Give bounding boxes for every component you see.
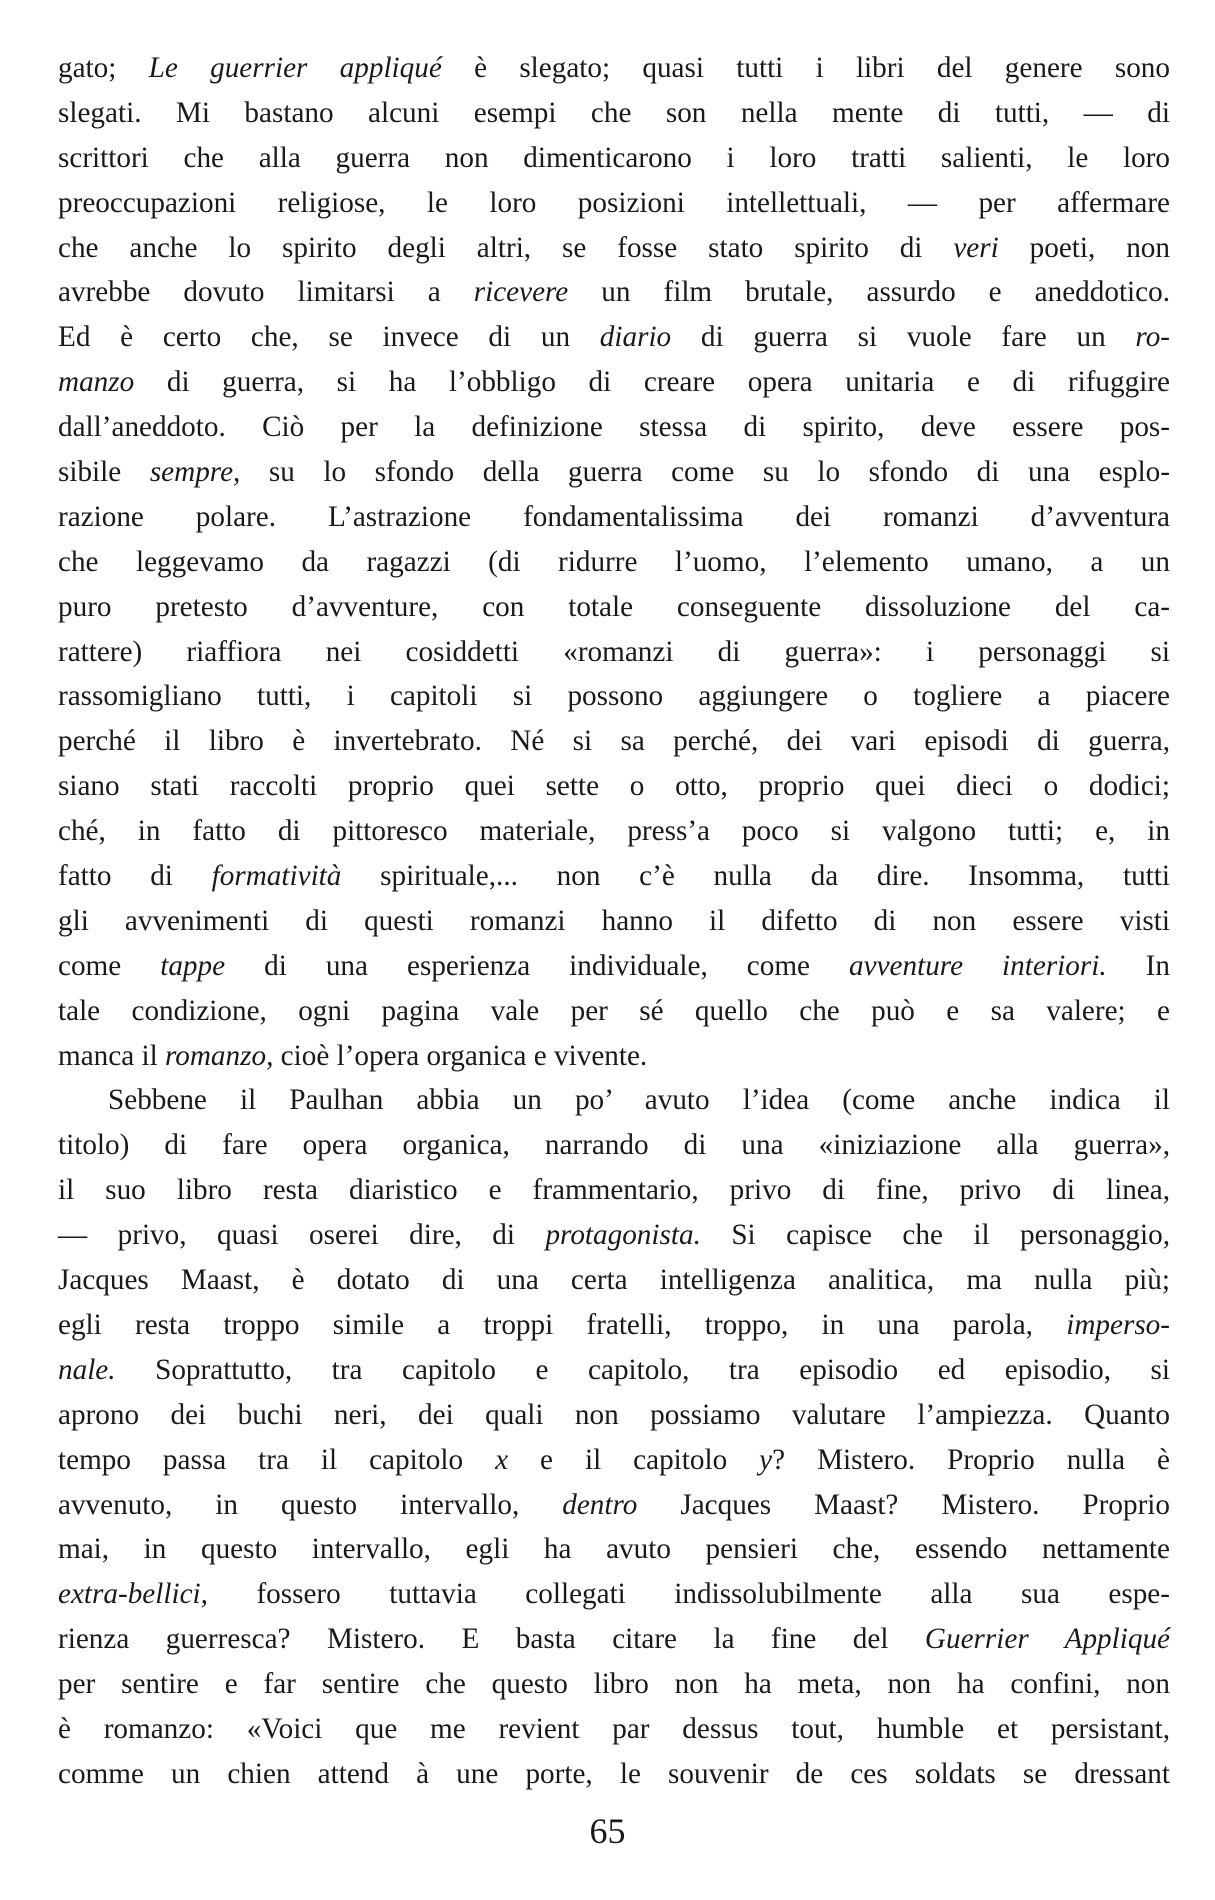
italic-text: extra-bellici, — [58, 1578, 208, 1611]
text-span: sibile — [58, 456, 150, 489]
italic-text: imperso- — [1066, 1308, 1170, 1341]
text-span: fatto di — [58, 860, 212, 893]
text-span: di una esperienza individuale, come — [225, 949, 850, 982]
italic-text: dentro — [562, 1488, 638, 1521]
text-line — [58, 181, 1170, 226]
text-span: Sebbene il Paulhan abbia un po’ avuto l’idea (come anche indica il — [108, 1084, 1170, 1117]
text-line — [58, 1393, 1170, 1438]
text-span: cioè l’opera organica e vivente. — [273, 1039, 648, 1072]
text-span: razione polare. L’astrazione fondamentalissima dei romanzi d’avventura — [58, 500, 1170, 533]
italic-text: Guerrier Appliqué — [924, 1623, 1170, 1656]
text-line — [58, 585, 1170, 630]
text-span: comme un chien attend à une porte, le souvenir de ces soldats se dressant — [58, 1757, 1170, 1790]
text-line — [58, 809, 1170, 854]
text-line — [58, 1213, 1170, 1258]
text-line — [58, 1123, 1170, 1168]
text-span: rattere) riaffiora nei cosiddetti «romanzi di guerra»: i personaggi si — [58, 635, 1170, 668]
text-span: slegati. Mi bastano alcuni esempi che son nella mente di tutti, — di — [58, 96, 1170, 129]
text-line — [58, 1078, 1170, 1123]
text-line — [58, 719, 1170, 764]
text-span: e il capitolo — [508, 1443, 760, 1476]
text-span: scrittori che alla guerra non dimenticarono i loro tratti salienti, le loro — [58, 141, 1170, 174]
italic-text: avventure interiori. — [849, 949, 1107, 982]
text-line — [58, 405, 1170, 450]
text-span: dall’aneddoto. Ciò per la definizione stessa di spirito, deve essere pos- — [58, 411, 1170, 444]
text-span: è slegato; quasi tutti i libri del genere sono — [441, 52, 1170, 84]
text-span: di guerra, si ha l’obbligo di creare opera unitaria e di rifuggire — [134, 366, 1170, 399]
text-span: ? Mistero. Proprio nulla è — [772, 1443, 1170, 1476]
text-span: avvenuto, in questo intervallo, — [58, 1488, 563, 1521]
text-span: Jacques Maast, è dotato di una certa intelligenza analitica, ma nulla più; — [58, 1264, 1170, 1297]
text-line — [58, 1034, 1170, 1079]
text-span: manca il — [58, 1039, 165, 1072]
text-line — [58, 450, 1170, 495]
text-line — [58, 674, 1170, 719]
text-span: un film brutale, assurdo e aneddotico. — [568, 276, 1171, 309]
text-span: per sentire e far sentire che questo libro non ha meta, non ha confini, non — [58, 1668, 1170, 1701]
text-line — [58, 989, 1170, 1034]
text-span: siano stati raccolti proprio quei sette o otto, proprio quei dieci o dodici; — [58, 770, 1170, 803]
text-line — [58, 136, 1170, 181]
text-line — [58, 630, 1170, 675]
italic-text: nale. — [58, 1353, 116, 1386]
italic-text: manzo — [58, 366, 135, 399]
text-span: spirituale,... non c’è nulla da dire. Insomma, tutti — [341, 860, 1170, 893]
text-line — [58, 1572, 1170, 1617]
italic-text: diario — [599, 321, 672, 354]
text-line — [58, 1617, 1170, 1662]
text-span: titolo) di fare opera organica, narrando di una «iniziazione alla guerra», — [58, 1129, 1170, 1162]
text-line — [58, 764, 1170, 809]
italic-text: ro- — [1135, 321, 1171, 354]
text-line — [58, 91, 1170, 136]
text-line — [58, 1168, 1170, 1213]
text-span: In — [1106, 949, 1170, 982]
text-line — [58, 854, 1170, 899]
page-number: 65 — [589, 1811, 626, 1851]
text-line — [58, 1662, 1170, 1707]
italic-text: y — [759, 1443, 773, 1476]
text-line — [58, 540, 1170, 585]
text-line — [58, 944, 1170, 989]
text-line — [58, 315, 1170, 360]
text-span: che anche lo spirito degli altri, se fosse stato spirito di — [58, 231, 954, 264]
text-line — [58, 270, 1170, 315]
text-span: di guerra si vuole fare un — [671, 321, 1136, 354]
text-span: come — [58, 949, 161, 982]
italic-text: Le guerrier appliqué — [148, 52, 442, 84]
text-span: Si capisce che il personaggio, — [700, 1219, 1170, 1252]
text-span: Ed è certo che, se invece di un — [58, 321, 600, 354]
italic-text: veri — [953, 231, 999, 264]
text-span: Soprattutto, tra capitolo e capitolo, tra episodio ed episodio, si — [115, 1353, 1170, 1386]
text-line — [58, 360, 1170, 405]
text-span: il suo libro resta diaristico e frammentario, privo di fine, privo di linea, — [58, 1174, 1170, 1207]
text-span: mai, in questo intervallo, egli ha avuto pensieri che, essendo nettamente — [58, 1533, 1170, 1566]
text-span: perché il libro è invertebrato. Né si sa perché, dei vari episodi di guerra, — [58, 725, 1170, 758]
text-span: aprono dei buchi neri, dei quali non possiamo valutare l’ampiezza. Quanto — [58, 1398, 1170, 1431]
text-span: — privo, quasi oserei dire, di — [58, 1219, 546, 1252]
text-line — [58, 1303, 1170, 1348]
text-span: preoccupazioni religiose, le loro posizioni intellettuali, — per affermare — [58, 186, 1170, 219]
text-line — [58, 1752, 1170, 1797]
text-span: egli resta troppo simile a troppi fratelli, troppo, in una parola, — [58, 1308, 1067, 1341]
italic-text: formatività — [211, 860, 342, 893]
text-span: su lo sfondo della guerra come su lo sfondo di una esplo- — [240, 456, 1170, 489]
text-span: fossero tuttavia collegati indissolubilmente alla sua espe- — [207, 1578, 1170, 1611]
body-text — [58, 46, 1170, 1797]
text-span: è romanzo: «Voici que me revient par dessus tout, humble et persistant, — [58, 1712, 1170, 1745]
text-span: che leggevamo da ragazzi (di ridurre l’uomo, l’elemento umano, a un — [58, 545, 1170, 578]
italic-text: tappe — [160, 949, 226, 982]
text-line — [58, 495, 1170, 540]
text-span: tale condizione, ogni pagina vale per sé quello che può e sa valere; e — [58, 994, 1170, 1027]
text-line — [58, 1348, 1170, 1393]
italic-text: protagonista. — [545, 1219, 701, 1252]
italic-text: romanzo, — [164, 1039, 274, 1072]
text-line — [58, 1438, 1170, 1483]
text-span: rassomigliano tutti, i capitoli si possono aggiungere o togliere a piacere — [58, 680, 1170, 713]
italic-text: sempre, — [149, 456, 241, 489]
text-line — [58, 226, 1170, 271]
text-span: rienza guerresca? Mistero. E basta citare la fine del — [58, 1623, 925, 1656]
text-span: ché, in fatto di pittoresco materiale, press’a poco si valgono tutti; e, in — [58, 815, 1170, 848]
italic-text: x — [495, 1443, 509, 1476]
text-span: gli avvenimenti di questi romanzi hanno il difetto di non essere visti — [58, 904, 1170, 937]
text-line — [58, 46, 1170, 91]
text-line — [58, 1258, 1170, 1303]
text-span: poeti, non — [998, 231, 1170, 264]
text-line — [58, 1527, 1170, 1572]
text-line — [58, 1483, 1170, 1528]
italic-text: ricevere — [473, 276, 569, 309]
text-line — [58, 1707, 1170, 1752]
text-span: avrebbe dovuto limitarsi a — [58, 276, 474, 309]
text-span: gato; — [58, 52, 149, 84]
text-span: Jacques Maast? Mistero. Proprio — [637, 1488, 1170, 1521]
text-span: tempo passa tra il capitolo — [58, 1443, 496, 1476]
text-span: puro pretesto d’avventure, con totale conseguente dissoluzione del ca- — [58, 590, 1170, 623]
text-line — [58, 899, 1170, 944]
